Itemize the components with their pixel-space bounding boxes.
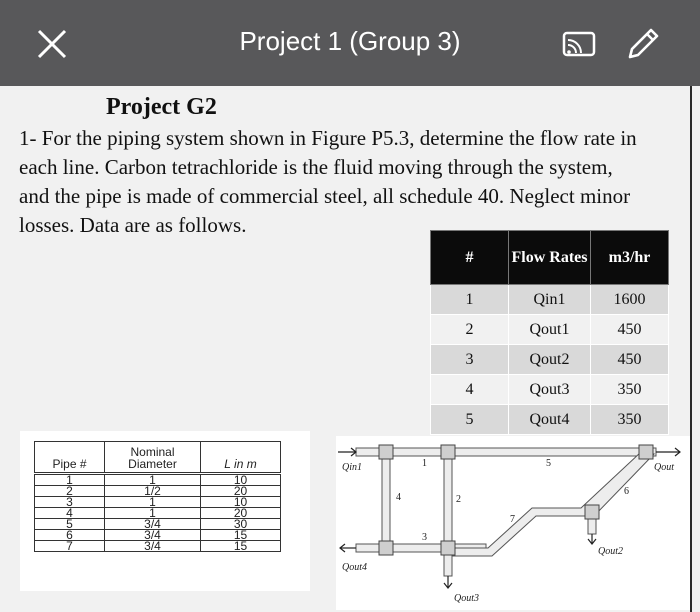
table-cell: 3/4 (105, 530, 201, 541)
table-cell: 5 (35, 519, 105, 530)
table-cell: Qin1 (509, 285, 591, 315)
table-cell: 1 (105, 508, 201, 519)
column-header: Nominal Diameter (105, 442, 201, 474)
table-cell: 4 (431, 375, 509, 405)
table-cell: 20 (201, 486, 281, 497)
problem-text-line: and the pipe is made of commercial steel, all schedule 40. Neglect minor (19, 184, 631, 208)
table-cell: 10 (201, 474, 281, 486)
table-cell: 1 (431, 285, 509, 315)
qout3-stub (444, 552, 452, 576)
table-cell: 1/2 (105, 486, 201, 497)
column-header: Flow Rates (509, 231, 591, 285)
document-page (0, 86, 700, 612)
column-header: L in m (201, 442, 281, 474)
page-edge-rule (690, 86, 692, 612)
piping-network-diagram (336, 436, 690, 610)
table-cell: 3 (35, 497, 105, 508)
table-cell: 15 (201, 541, 281, 552)
pipe-number-label: 5 (546, 458, 551, 469)
table-cell: Qout2 (509, 345, 591, 375)
document-title: Project 1 (Group 3) (239, 26, 461, 56)
table-cell: 20 (201, 508, 281, 519)
cast-button[interactable] (562, 30, 596, 58)
table-cell: 350 (591, 375, 669, 405)
table-row (431, 405, 669, 435)
table-cell: 1 (105, 474, 201, 486)
pipe-data-table (34, 441, 281, 552)
qout2-label: Qout2 (598, 546, 623, 557)
table-cell: 10 (201, 497, 281, 508)
pipe-number-label: 4 (396, 492, 401, 503)
cast-icon (562, 30, 596, 58)
table-cell: 1 (105, 497, 201, 508)
tee-fitting (379, 445, 393, 459)
table-cell: 6 (35, 530, 105, 541)
table-cell: 450 (591, 315, 669, 345)
table-cell: 1600 (591, 285, 669, 315)
tee-fitting (585, 505, 599, 519)
edit-button[interactable] (624, 25, 662, 63)
qout4-label: Qout4 (342, 562, 367, 573)
pipe-number-label: 3 (422, 532, 427, 543)
flow-rates-table (430, 230, 669, 435)
table-cell: 3/4 (105, 541, 201, 552)
table-cell: Qout3 (509, 375, 591, 405)
table-cell: 3/4 (105, 519, 201, 530)
table-cell: 30 (201, 519, 281, 530)
qout3-label: Qout3 (454, 593, 479, 604)
table-row (431, 285, 669, 315)
pipe-2 (444, 452, 452, 548)
problem-text-line: 1- For the piping system shown in Figure P5.3, determine the flow rate in (19, 126, 637, 150)
column-header: Pipe # (35, 442, 105, 474)
pipe-1-5-top-header (356, 448, 656, 456)
tee-fitting (441, 541, 455, 555)
table-row (35, 541, 281, 552)
table-row (431, 375, 669, 405)
pipe-data-panel (20, 431, 310, 591)
table-cell: Qout1 (509, 315, 591, 345)
table-cell: 3 (431, 345, 509, 375)
table-cell: 350 (591, 405, 669, 435)
table-cell: 2 (35, 486, 105, 497)
pipe-number-label: 7 (510, 514, 515, 525)
table-row (431, 345, 669, 375)
table-cell: 1 (35, 474, 105, 486)
table-cell: 450 (591, 345, 669, 375)
table-cell: 2 (431, 315, 509, 345)
tee-fitting (639, 445, 653, 459)
table-header-row (431, 231, 669, 285)
pipe-number-label: 1 (422, 458, 427, 469)
tee-fitting (379, 541, 393, 555)
problem-text-line: losses. Data are as follows. (19, 213, 247, 237)
table-cell: 4 (35, 508, 105, 519)
pipe-number-label: 2 (456, 494, 461, 505)
qin1-label: Qin1 (342, 462, 362, 473)
top-app-bar (0, 0, 700, 86)
pipe-4 (382, 452, 390, 548)
table-cell: 5 (431, 405, 509, 435)
column-header: m3/hr (591, 231, 669, 285)
pipe-number-label: 6 (624, 486, 629, 497)
qout-label: Qout (654, 462, 674, 473)
table-cell: 15 (201, 530, 281, 541)
column-header: # (431, 231, 509, 285)
table-header-row (35, 442, 281, 474)
table-cell: 7 (35, 541, 105, 552)
problem-text-line: each line. Carbon tetrachloride is the fluid moving through the system, (19, 155, 613, 179)
tee-fitting (441, 445, 455, 459)
table-row (431, 315, 669, 345)
pencil-icon (624, 25, 662, 63)
table-cell: Qout4 (509, 405, 591, 435)
page-heading: Project G2 (106, 94, 217, 120)
